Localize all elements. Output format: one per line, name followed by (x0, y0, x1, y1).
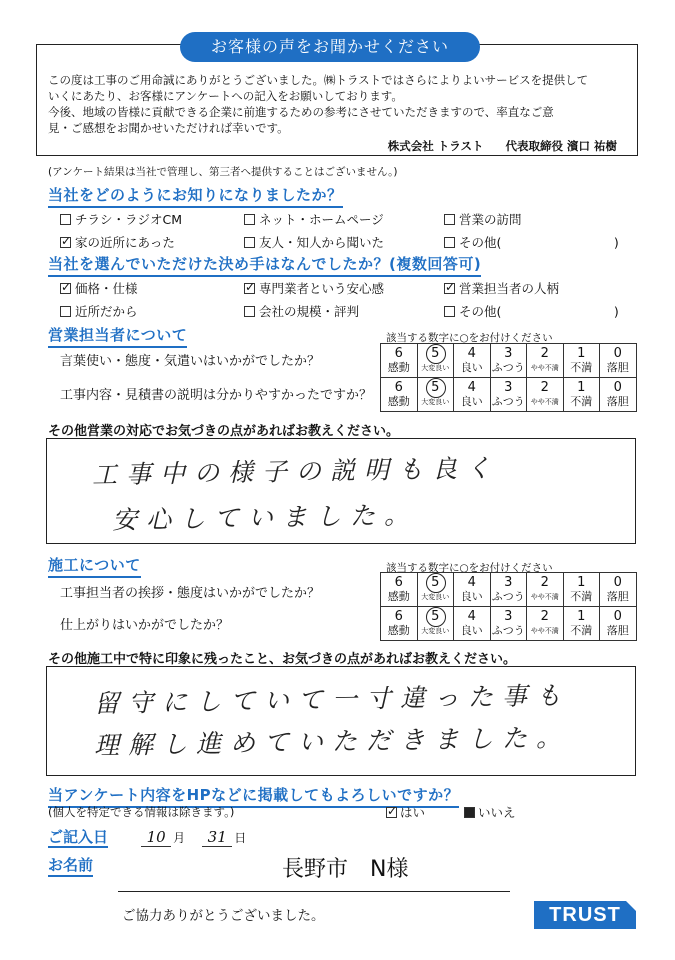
rating-number: 3 (504, 609, 513, 624)
rating-label: やや不満 (530, 627, 559, 635)
rating-number: 4 (467, 575, 476, 590)
sales-rating-table (380, 343, 637, 412)
q1-option-web[interactable]: ネット・ホームページ (244, 210, 384, 228)
intro-text (48, 72, 628, 136)
form-title: お客様の声をお聞かせください (180, 32, 480, 62)
intro-line: この度は工事のご用命誠にありがとうございました。㈱トラストではさらによりよいサービスを提供して (48, 73, 589, 87)
trust-logo: TRUST (534, 901, 636, 929)
rating-number: 4 (467, 346, 476, 361)
rating-number: 5 (418, 346, 454, 361)
rating-label: 不満 (570, 361, 593, 374)
rating-label: 落胆 (606, 624, 629, 637)
checkbox-checked[interactable] (444, 283, 455, 294)
month-unit: 月 (173, 831, 186, 845)
rating-option-3[interactable] (490, 378, 527, 412)
rating-number: 6 (394, 575, 403, 590)
thanks-text: ご協力ありがとうございました。 (122, 908, 325, 924)
name-underline (118, 891, 510, 892)
construction-rating-table (380, 572, 637, 641)
q1-option-other[interactable]: その他( ) (444, 233, 619, 251)
rating-option-6[interactable] (381, 378, 418, 412)
construction-comment-prompt: その他施工中で特に印象に残ったこと、お気づきの点があればお教えください。 (48, 652, 517, 667)
checkbox-checked[interactable] (60, 237, 71, 248)
rating-label: 良い (460, 624, 483, 637)
rating-label: ふつう (491, 395, 525, 408)
intro-line: いくにあたり、お客様にアンケートへの記入をお願いしております。 (48, 89, 403, 103)
rating-row (381, 378, 637, 412)
rating-option-0[interactable] (600, 378, 637, 412)
rating-row (381, 573, 637, 607)
rating-option-5[interactable] (417, 344, 454, 378)
construction-comment-line: 理解し進めていただきました。 (93, 722, 571, 761)
privacy-note: (アンケート結果は当社で管理し、第三者へ提供することはございません。) (48, 166, 398, 178)
signature (370, 138, 617, 154)
checkbox[interactable] (244, 214, 255, 225)
rating-option-4[interactable] (454, 378, 491, 412)
checkbox-checked[interactable] (386, 807, 397, 818)
rating-option-0[interactable] (600, 344, 637, 378)
rating-option-0[interactable] (600, 573, 637, 607)
rating-number: 0 (613, 346, 622, 361)
rating-number: 1 (577, 609, 586, 624)
rating-option-1[interactable] (563, 573, 600, 607)
checkbox[interactable] (444, 306, 455, 317)
rating-number: 4 (467, 380, 476, 395)
rating-number: 0 (613, 609, 622, 624)
rating-option-6[interactable] (381, 573, 418, 607)
rating-label: 感動 (387, 361, 410, 374)
rating-row (381, 607, 637, 641)
checkbox-checked[interactable] (60, 283, 71, 294)
rating-number: 5 (418, 609, 454, 624)
q1-option-visit[interactable]: 営業の訪問 (444, 210, 522, 228)
checkbox-checked[interactable] (244, 283, 255, 294)
construction-question-attitude: 工事担当者の挨拶・態度はいかがでしたか？ (60, 586, 321, 601)
consent-title: 当アンケート内容をHPなどに掲載してもよろしいですか？ (48, 784, 459, 808)
rating-option-4[interactable] (454, 607, 491, 641)
day-unit: 日 (234, 831, 247, 845)
name-value[interactable]: 長野市 N様 (282, 857, 409, 882)
representative-name: 代表取締役 濱口 祐樹 (505, 139, 617, 153)
rating-number: 2 (540, 575, 549, 590)
date-month[interactable]: 10 (141, 828, 171, 847)
q2-option-personality[interactable]: ✓ 営業担当者の人柄 (444, 279, 559, 297)
rating-number: 6 (394, 380, 403, 395)
rating-label: 不満 (570, 590, 593, 603)
rating-label: 感動 (387, 590, 410, 603)
consent-no[interactable]: いいえ (464, 803, 516, 821)
rating-option-2[interactable] (527, 344, 564, 378)
q2-option-reputation[interactable]: 会社の規模・評判 (244, 302, 359, 320)
rating-label: ふつう (491, 590, 525, 603)
q2-option-specialist[interactable]: ✓ 専門業者という安心感 (244, 279, 384, 297)
rating-option-5[interactable] (417, 607, 454, 641)
rating-number: 3 (504, 380, 513, 395)
rating-option-6[interactable] (381, 344, 418, 378)
rating-label: 落胆 (606, 395, 629, 408)
checkbox[interactable] (60, 214, 71, 225)
rating-label: 感動 (387, 624, 410, 637)
rating-number: 0 (613, 380, 622, 395)
rating-label: 大変良い (421, 627, 450, 635)
rating-number: 5 (418, 575, 454, 590)
rating-label: 不満 (570, 624, 593, 637)
date-row (48, 826, 246, 847)
sales-comment-line: 工事中の様子の説明も良く (91, 453, 501, 490)
q2-option-other[interactable]: その他( ) (444, 302, 619, 320)
rating-caption: 該当する数字に○をお付けください (386, 562, 553, 574)
rating-label: 良い (460, 361, 483, 374)
checkbox[interactable] (444, 237, 455, 248)
rating-label: 不満 (570, 395, 593, 408)
rating-label: 落胆 (606, 361, 629, 374)
q2-option-nearby[interactable]: 近所だから (60, 302, 138, 320)
intro-line: 今後、地域の皆様に貢献できる企業に前進するための参考にさせていただきますので、率直なご意 (48, 105, 554, 119)
intro-line: 見・ご感想をお聞かせいただければ幸いです。 (48, 121, 289, 135)
construction-question-finish: 仕上がりはいかがでしたか？ (60, 618, 230, 633)
q2-title: 当社を選んでいただけた決め手はなんでしたか？(複数回答可) (48, 253, 481, 277)
sales-comment-line: 安心していました。 (111, 500, 419, 535)
rating-option-2[interactable] (527, 378, 564, 412)
consent-yes[interactable]: ✓ はい (386, 803, 425, 821)
checkbox[interactable] (60, 306, 71, 317)
consent-note: (個人を特定できる情報は除きます。) (48, 805, 235, 819)
rating-label: やや不満 (530, 364, 559, 372)
rating-label: 大変良い (421, 398, 450, 406)
date-day[interactable]: 31 (202, 828, 232, 847)
checkbox-filled[interactable] (464, 807, 475, 818)
rating-row (381, 344, 637, 378)
rating-option-2[interactable] (527, 607, 564, 641)
checkbox[interactable] (444, 214, 455, 225)
company-name: 株式会社 トラスト (387, 139, 484, 153)
rating-label: 感動 (387, 395, 410, 408)
rating-label: やや不満 (530, 593, 559, 601)
rating-label: やや不満 (530, 398, 559, 406)
rating-option-5[interactable] (417, 378, 454, 412)
q1-title: 当社をどのようにお知りになりましたか？ (48, 184, 343, 208)
rating-label: ふつう (491, 624, 525, 637)
rating-number: 2 (540, 380, 549, 395)
q2-option-price[interactable]: ✓価格・仕様 (60, 279, 138, 297)
checkbox[interactable] (244, 237, 255, 248)
rating-option-4[interactable] (454, 344, 491, 378)
rating-option-1[interactable] (563, 607, 600, 641)
rating-number: 2 (540, 346, 549, 361)
rating-option-6[interactable] (381, 607, 418, 641)
rating-number: 3 (504, 346, 513, 361)
construction-title: 施工について (48, 554, 141, 578)
rating-label: 良い (460, 590, 483, 603)
rating-option-3[interactable] (490, 344, 527, 378)
rating-label: 良い (460, 395, 483, 408)
q1-option-friend[interactable]: 友人・知人から聞いた (244, 233, 384, 251)
rating-option-1[interactable] (563, 378, 600, 412)
rating-option-0[interactable] (600, 607, 637, 641)
rating-number: 5 (418, 380, 454, 395)
sales-question-explanation: 工事内容・見積書の説明は分かりやすかったですか？ (60, 388, 373, 403)
rating-number: 2 (540, 609, 549, 624)
rating-number: 0 (613, 575, 622, 590)
rating-number: 6 (394, 346, 403, 361)
rating-option-2[interactable] (527, 573, 564, 607)
sales-question-manners: 言葉使い・態度・気遣いはいかがでしたか？ (60, 354, 321, 369)
rating-label: 落胆 (606, 590, 629, 603)
rating-label: 大変良い (421, 593, 450, 601)
construction-comment-line: 留守にしていて一寸違った事も (93, 680, 571, 719)
rating-caption: 該当する数字に○をお付けください (386, 332, 553, 344)
rating-number: 3 (504, 575, 513, 590)
rating-label: ふつう (491, 361, 525, 374)
rating-option-1[interactable] (563, 344, 600, 378)
rating-number: 6 (394, 609, 403, 624)
date-label: ご記入日 (48, 828, 109, 846)
name-label: お名前 (48, 854, 93, 877)
rating-number: 1 (577, 575, 586, 590)
rating-option-4[interactable] (454, 573, 491, 607)
sales-title: 営業担当者について (48, 324, 187, 348)
rating-option-5[interactable] (417, 573, 454, 607)
q1-option-flyer[interactable]: チラシ・ラジオCM (60, 210, 182, 228)
rating-option-3[interactable] (490, 607, 527, 641)
rating-number: 1 (577, 346, 586, 361)
rating-number: 1 (577, 380, 586, 395)
checkbox[interactable] (244, 306, 255, 317)
q1-option-nearby[interactable]: ✓家の近所にあった (60, 233, 175, 251)
sales-comment-prompt: その他営業の対応でお気づきの点があればお教えください。 (48, 424, 400, 439)
rating-option-3[interactable] (490, 573, 527, 607)
rating-label: 大変良い (421, 364, 450, 372)
rating-number: 4 (467, 609, 476, 624)
